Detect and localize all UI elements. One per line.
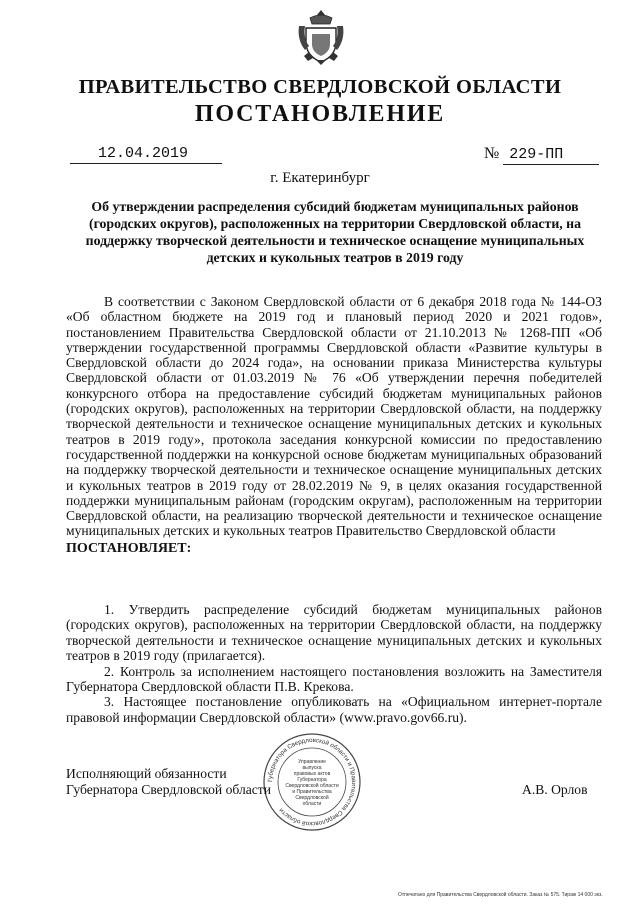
stamp-line: и Правительства	[292, 789, 332, 795]
decree-items	[66, 602, 602, 725]
stamp-line: Свердловской	[295, 795, 329, 801]
stamp-line: Свердловской области	[285, 783, 339, 789]
decree-word: ПОСТАНОВЛЯЕТ:	[66, 540, 192, 556]
stamp-line: правовых актов	[293, 771, 331, 777]
stamp-line: выпуска	[302, 765, 322, 771]
stamp-line: области	[302, 801, 322, 807]
decree-item-2: 2. Контроль за исполнением настоящего постановления возложить на Заместителя Губернатора Свердловской области П.В. Крекова.	[66, 663, 602, 695]
number-sign: №	[484, 145, 500, 162]
official-stamp	[262, 732, 362, 832]
signatory-position	[66, 766, 271, 798]
stamp-line: Губернатора	[297, 777, 327, 783]
print-footer: Отпечатано для Правительства Свердловской области. Заказ № 575. Тираж 14 000 экз.	[398, 892, 603, 898]
number-value: 229-ПП	[503, 146, 599, 165]
stamp-ring-text: Губернатора Свердловской области и Правительства Свердловской области	[266, 736, 358, 828]
government-title: ПРАВИТЕЛЬСТВО СВЕРДЛОВСКОЙ ОБЛАСТИ	[78, 76, 562, 98]
preamble-paragraph: В соответствии с Законом Свердловской области от 6 декабря 2018 года № 144-ОЗ «Об областном бюджете на 2019 год и плановый период 2020 и 2021 годов», постановлением Правительства Свердловской области от 21.10.2013 № 1268-ПП «Об утверждении государственной программы Свердловской области «Развитие культуры в Свердловской области до 2024 года», на основании приказа Министерства культуры Свердловской области от 01.03.2019 № 76 «Об утверждении перечня победителей конкурсного отбора на предоставление субсидий бюджетам муниципальных районов (городских округов), расположенных на территории Свердловской области, на поддержку творческой деятельности и техническое оснащение муниципальных детских и кукольных театров в 2019 году», протокола заседания конкурсной комиссии по предоставлению государственной поддержки на конкурсной основе бюджетам муниципальных образований на поддержку творческой деятельности и техническое оснащение муниципальных детских и кукольных театров в 2019 году от 28.02.2019 № 9, в целях оказания государственной поддержки муниципальным районам (городским округам), расположенным на территории Свердловской области, на реализацию творческой деятельности и техническое оснащение муниципальных детских и кукольных театров Правительство Свердловской области	[66, 294, 602, 539]
document-date: 12.04.2019	[70, 145, 222, 164]
document-subject: Об утверждении распределения субсидий бюджетам муниципальных районов (городских округов), расположенных на территории Свердловской области, на поддержку творческой деятельности и техническое оснащение муниципальных детских и кукольных театров в 2019 году	[85, 199, 585, 265]
position-line-1: Исполняющий обязанности	[66, 766, 227, 781]
document-type: ПОСТАНОВЛЕНИЕ	[194, 101, 446, 127]
document-body	[66, 294, 602, 556]
city: г. Екатеринбург	[270, 170, 370, 186]
document-number	[484, 145, 599, 165]
position-line-2: Губернатора Свердловской области	[66, 782, 272, 797]
decree-item-3: 3. Настоящее постановление опубликовать на «Официальном интернет-портале правовой информации Свердловской области» (www.pravo.gov66.ru).	[66, 694, 602, 725]
stamp-line: Управление	[298, 759, 326, 765]
coat-of-arms-icon	[296, 8, 346, 66]
signatory-name: А.В. Орлов	[522, 782, 588, 797]
decree-item-1: 1. Утвердить распределение субсидий бюджетам муниципальных районов (городских округов), расположенных на территории Свердловской области, на поддержку творческой деятельности и техническое оснащение муниципальных детских и кукольных театров в 2019 году (прилагается).	[66, 602, 602, 664]
